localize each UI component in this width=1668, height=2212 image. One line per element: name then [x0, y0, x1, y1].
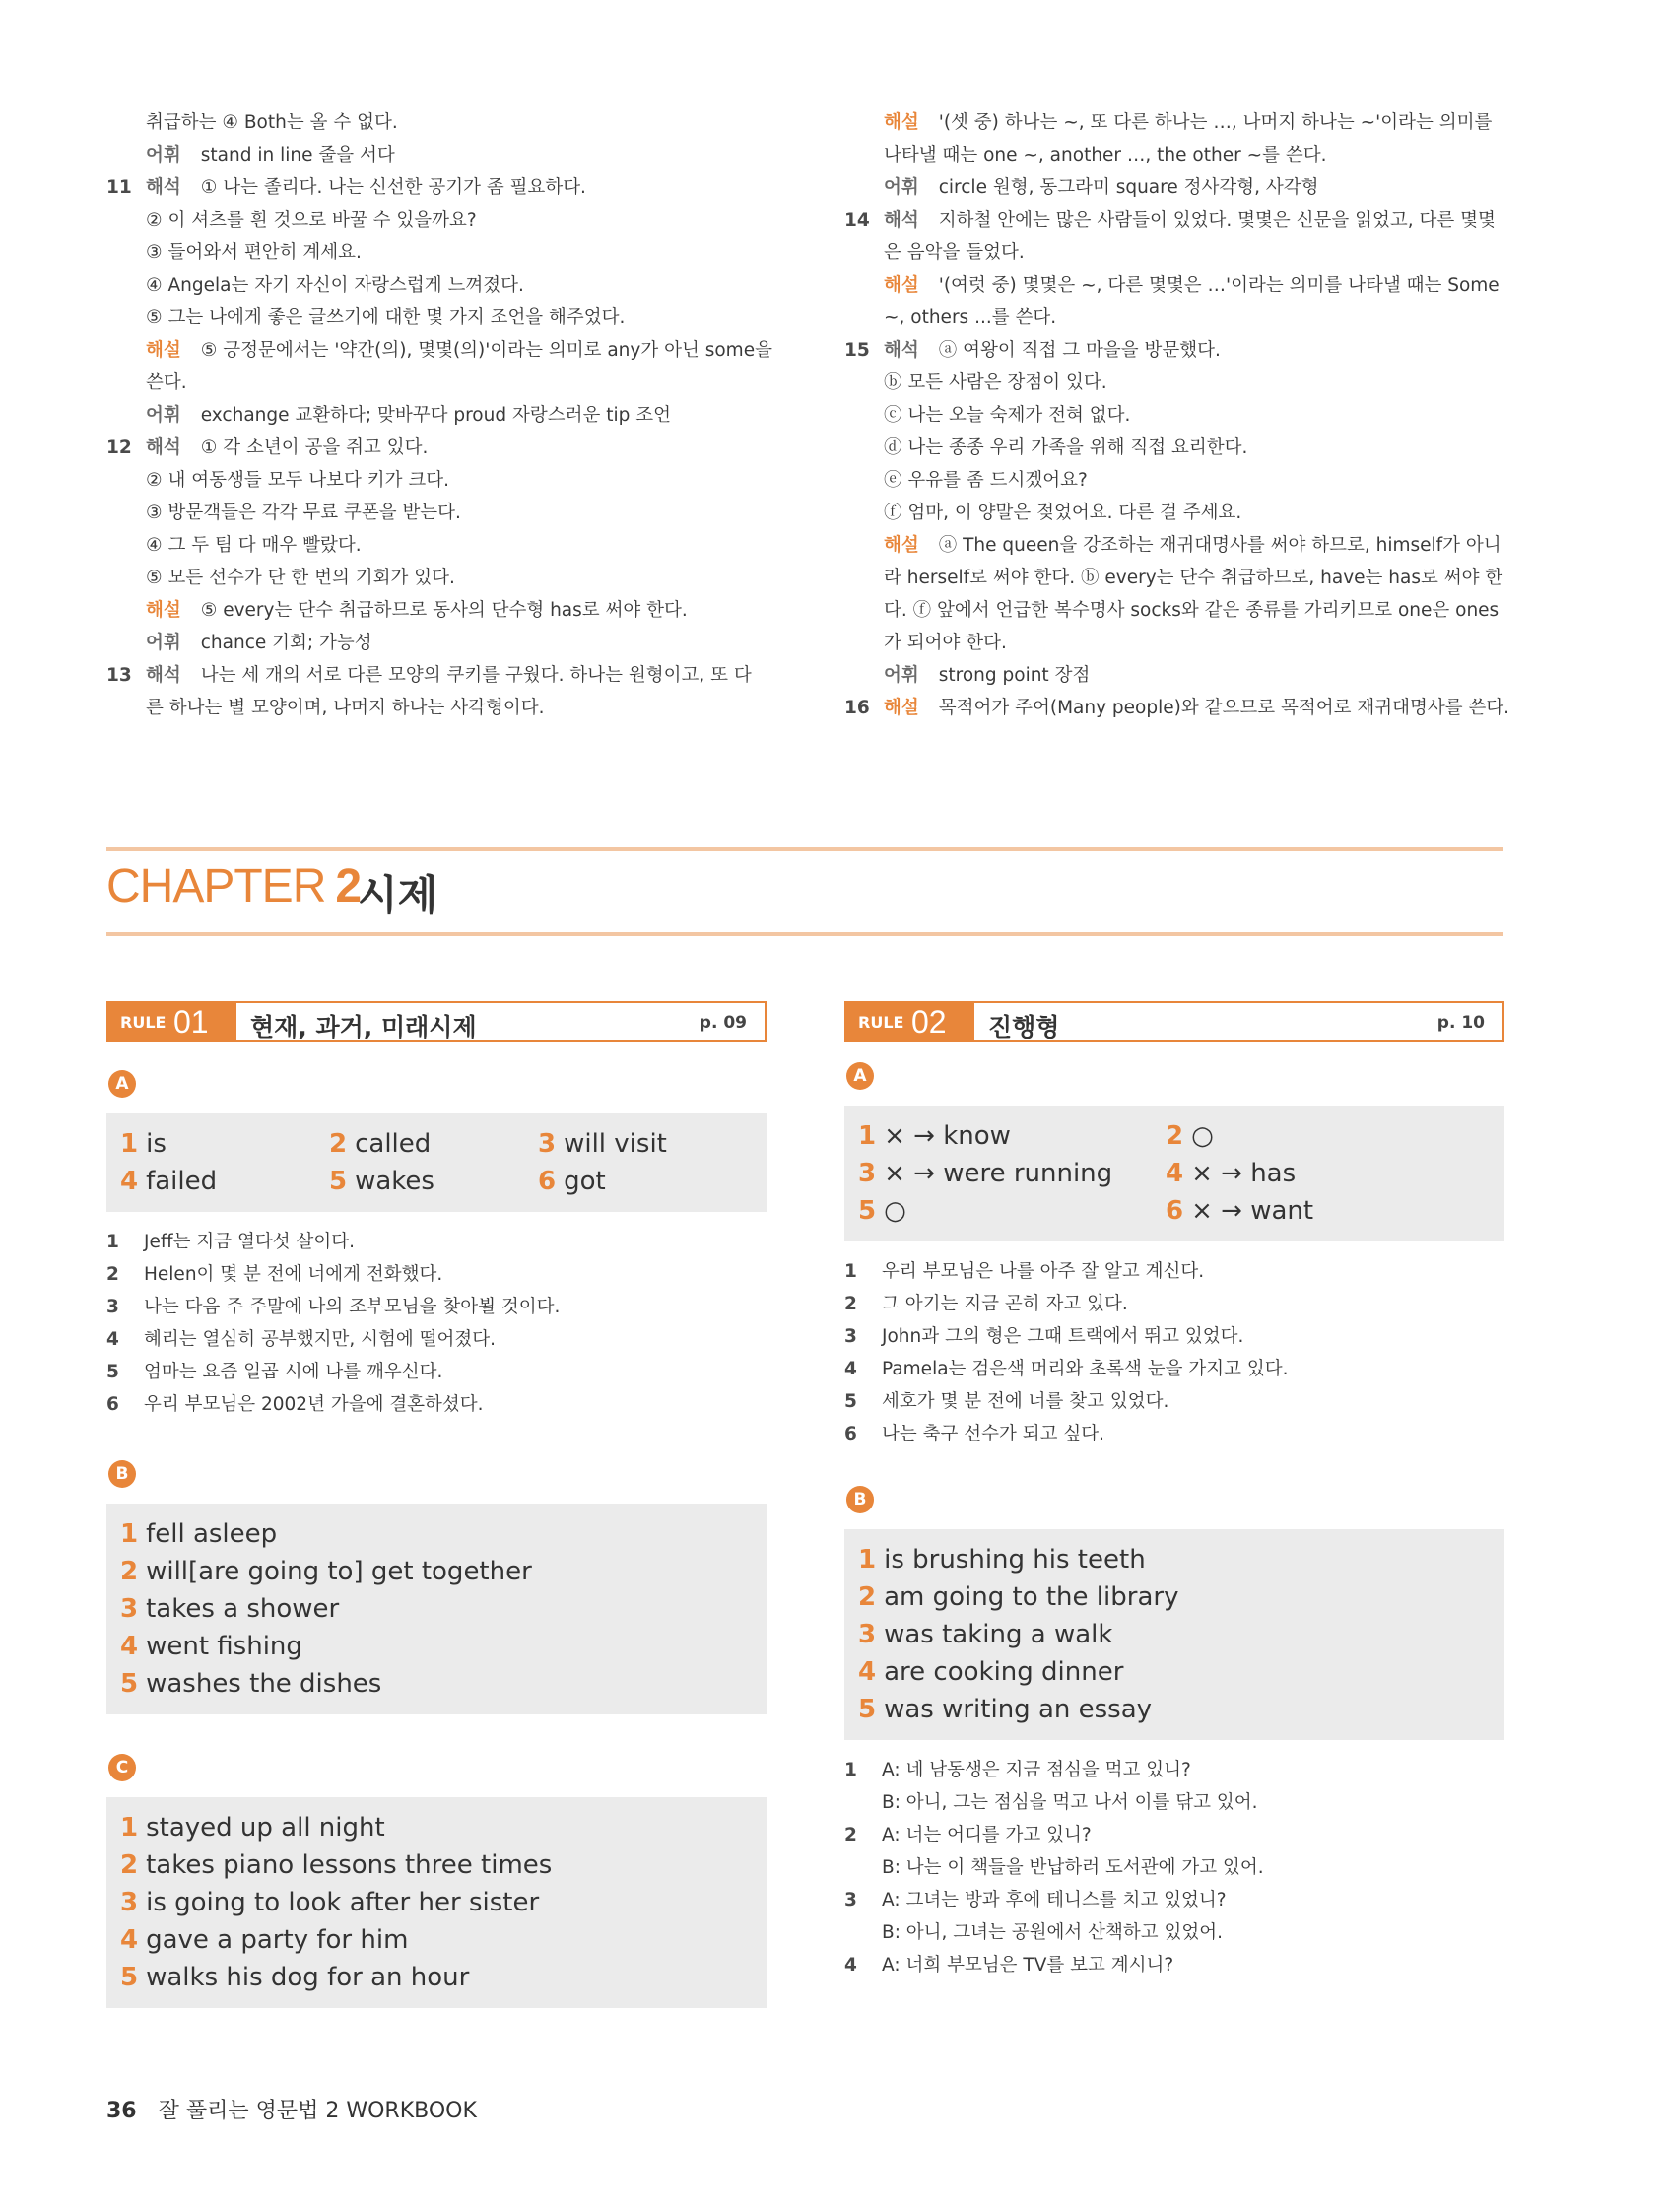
- answer-number: 3: [538, 1129, 557, 1159]
- rule-page-ref: p. 09: [699, 1013, 747, 1033]
- translation-text: A: 그녀는 방과 후에 테니스를 치고 있었니?: [882, 1890, 1227, 1910]
- explanation-line: [844, 334, 1504, 367]
- answer-number: 5: [858, 1196, 877, 1226]
- rule-title: 현재, 과거, 미래시제: [250, 1013, 477, 1041]
- answer-item: [858, 1192, 1166, 1230]
- label-tag: 어휘: [884, 177, 919, 198]
- answer-text: × → know: [884, 1121, 1011, 1151]
- explanation-line: [844, 529, 1504, 562]
- dialogue-line: [844, 1949, 1504, 1981]
- answer-number: 2: [120, 1850, 139, 1880]
- answer-item: [120, 1665, 753, 1703]
- translation-text: Jeff는 지금 열다섯 살이다.: [144, 1232, 355, 1252]
- explanation-text: ② 내 여동생들 모두 나보다 키가 크다.: [146, 470, 449, 491]
- translation-text: 나는 다음 주 주말에 나의 조부모님을 찾아뵐 것이다.: [144, 1297, 561, 1317]
- page-footer: [106, 2094, 477, 2124]
- chapter-heading: [106, 847, 1503, 936]
- label-tag: 해설: [884, 275, 919, 296]
- answer-number: 3: [120, 1594, 139, 1624]
- translation-line: [844, 1353, 1504, 1385]
- page-number: 36: [106, 2099, 137, 2123]
- answer-text: walks his dog for an hour: [146, 1963, 470, 1992]
- explanation-text: ① 각 소년이 공을 쥐고 있다.: [200, 437, 429, 458]
- answer-item: [120, 1921, 753, 1959]
- translation-text: A: 네 남동생은 지금 점심을 먹고 있니?: [882, 1760, 1191, 1780]
- explanation-line: [844, 139, 1504, 171]
- item-number: 12: [106, 437, 132, 458]
- answer-number: 1: [858, 1545, 877, 1575]
- rule-02-header: [844, 1001, 1504, 1042]
- top-left-column: [106, 106, 772, 724]
- label-tag: 해설: [146, 600, 181, 621]
- translation-text: B: 아니, 그녀는 공원에서 산책하고 있었어.: [882, 1922, 1224, 1943]
- explanation-text: ⓒ 나는 오늘 숙제가 전혀 없다.: [884, 405, 1131, 426]
- answer-item: [120, 1553, 753, 1590]
- explanation-line: [844, 464, 1504, 497]
- translations-a: [844, 1255, 1504, 1450]
- answer-text: called: [355, 1129, 432, 1159]
- explanation-line: [106, 302, 767, 334]
- item-number: 5: [844, 1391, 857, 1412]
- answer-item: [858, 1691, 1491, 1728]
- answer-number: 5: [858, 1695, 877, 1724]
- translation-text: A: 너희 부모님은 TV를 보고 계시니?: [882, 1955, 1174, 1976]
- explanation-line: [844, 302, 1504, 334]
- chapter-word: CHAPTER: [106, 860, 326, 912]
- explanation-text: '(셋 중) 하나는 ~, 또 다른 하나는 …, 나머지 하나는 ~'이라는 의미를: [938, 112, 1493, 133]
- item-number: 6: [106, 1394, 119, 1415]
- translation-text: Helen이 몇 분 전에 너에게 전화했다.: [144, 1264, 443, 1285]
- answer-number: 4: [120, 1167, 139, 1196]
- label-tag: 해설: [884, 535, 919, 556]
- rule-02-column: [844, 1001, 1504, 1981]
- answer-text: × → want: [1191, 1196, 1314, 1226]
- rule-title: 진행형: [988, 1013, 1060, 1041]
- explanation-line: [106, 432, 767, 464]
- translation-text: 우리 부모님은 2002년 가을에 결혼하셨다.: [144, 1394, 484, 1415]
- answer-number: 3: [858, 1620, 877, 1649]
- item-number: 13: [106, 665, 132, 686]
- answer-number: 2: [329, 1129, 348, 1159]
- answer-text: was writing an essay: [884, 1695, 1153, 1724]
- answer-number: 2: [1166, 1121, 1184, 1151]
- answer-item: [120, 1809, 753, 1846]
- answer-item: [858, 1653, 1491, 1691]
- translation-line: [106, 1356, 767, 1388]
- answer-item: [858, 1578, 1491, 1616]
- explanation-line: [106, 692, 767, 724]
- answer-number: 4: [1166, 1159, 1184, 1188]
- explanation-line: [106, 497, 767, 529]
- explanation-line: [106, 659, 767, 692]
- explanation-line: [844, 269, 1504, 302]
- explanation-text: 쓴다.: [146, 372, 187, 393]
- answer-item: [858, 1616, 1491, 1653]
- explanation-text: 른 하나는 별 모양이며, 나머지 하나는 사각형이다.: [146, 698, 545, 718]
- explanation-text: ① 나는 졸리다. 나는 신선한 공기가 좀 필요하다.: [200, 177, 586, 198]
- explanation-line: [844, 594, 1504, 627]
- item-number: 1: [106, 1232, 119, 1252]
- item-number: 3: [844, 1326, 857, 1347]
- answer-item: [858, 1117, 1166, 1155]
- rule-tag: [846, 1003, 974, 1040]
- explanation-text: 은 음악을 들었다.: [884, 242, 1025, 263]
- explanation-text: ⓑ 모든 사람은 장점이 있다.: [884, 372, 1107, 393]
- explanation-text: 나타낼 때는 one ~, another …, the other ~를 쓴다.: [884, 145, 1327, 166]
- answer-item: [120, 1125, 329, 1163]
- explanation-text: strong point 장점: [938, 665, 1091, 686]
- label-tag: 어휘: [146, 405, 181, 426]
- explanation-line: [106, 204, 767, 236]
- explanation-line: [106, 627, 767, 659]
- explanation-line: [844, 367, 1504, 399]
- answer-item: [1166, 1155, 1473, 1192]
- answer-item: [1166, 1192, 1473, 1230]
- label-tag: 해설: [884, 698, 919, 718]
- answer-text: are cooking dinner: [884, 1657, 1124, 1687]
- explanation-line: [106, 464, 767, 497]
- explanation-text: ③ 방문객들은 각각 무료 쿠폰을 받는다.: [146, 503, 461, 523]
- explanation-text: ⓐ The queen을 강조하는 재귀대명사를 써야 하므로, himself가 아니: [938, 535, 1501, 556]
- translation-line: [106, 1388, 767, 1421]
- item-number: 4: [844, 1359, 857, 1379]
- answer-number: 1: [120, 1813, 139, 1843]
- answer-number: 3: [120, 1888, 139, 1917]
- answer-item: [120, 1515, 753, 1553]
- answer-number: 1: [120, 1129, 139, 1159]
- explanation-line: [844, 692, 1510, 724]
- answer-box-a: [844, 1106, 1504, 1241]
- translations-a: [106, 1226, 767, 1421]
- explanation-line: [106, 334, 772, 367]
- rule-01-header: [106, 1001, 767, 1042]
- explanation-text: '(여럿 중) 몇몇은 ~, 다른 몇몇은 …'이라는 의미를 나타낼 때는 Some: [938, 275, 1500, 296]
- answer-text: went fishing: [146, 1632, 302, 1661]
- explanation-text: stand in line 줄을 서다: [200, 145, 395, 166]
- translation-line: [106, 1258, 767, 1291]
- translation-text: 혜리는 열심히 공부했지만, 시험에 떨어졌다.: [144, 1329, 496, 1350]
- answer-text: takes piano lessons three times: [146, 1850, 553, 1880]
- explanation-text: exchange 교환하다; 맞바꾸다 proud 자랑스러운 tip 조언: [200, 405, 671, 426]
- translation-text: 우리 부모님은 나를 아주 잘 알고 계신다.: [882, 1261, 1205, 1282]
- answer-text: × → were running: [884, 1159, 1113, 1188]
- dialogue-line: [844, 1884, 1504, 1916]
- explanation-line: [844, 432, 1504, 464]
- translation-text: A: 너는 어디를 가고 있니?: [882, 1825, 1092, 1845]
- answer-text: am going to the library: [884, 1582, 1179, 1612]
- translation-line: [844, 1385, 1504, 1418]
- item-number: 4: [844, 1955, 857, 1976]
- translation-text: 그 아기는 지금 곤히 자고 있다.: [882, 1294, 1128, 1314]
- explanation-text: ⑤ 그는 나에게 좋은 글쓰기에 대한 몇 가지 조언을 해주었다.: [146, 307, 626, 328]
- translation-text: B: 아니, 그는 점심을 먹고 나서 이를 닦고 있어.: [882, 1792, 1258, 1813]
- section-b-badge: B: [846, 1486, 874, 1513]
- explanation-text: 취급하는 ④ Both는 올 수 없다.: [146, 112, 398, 133]
- answer-item: [120, 1628, 753, 1665]
- answer-number: 2: [120, 1557, 139, 1586]
- answer-item: [120, 1884, 753, 1921]
- rule-label: RULE: [120, 1013, 167, 1032]
- explanation-line: [844, 562, 1504, 594]
- answer-number: 6: [1166, 1196, 1184, 1226]
- answer-number: 3: [858, 1159, 877, 1188]
- explanation-text: circle 원형, 동그라미 square 정사각형, 사각형: [938, 177, 1319, 198]
- answer-number: 5: [120, 1669, 139, 1699]
- translation-line: [844, 1255, 1504, 1288]
- answer-number: 1: [858, 1121, 877, 1151]
- answer-text: is brushing his teeth: [884, 1545, 1146, 1575]
- answer-number: 4: [120, 1632, 139, 1661]
- answer-text: takes a shower: [146, 1594, 340, 1624]
- answer-item: [329, 1125, 538, 1163]
- explanation-text: 다. ⓕ 앞에서 언급한 복수명사 socks와 같은 종류를 가리키므로 one은 ones: [884, 600, 1500, 621]
- chapter-number: 2: [335, 860, 362, 912]
- item-number: 15: [844, 340, 870, 361]
- answer-text: × → has: [1191, 1159, 1297, 1188]
- translation-line: [106, 1291, 767, 1323]
- explanation-line: [106, 399, 767, 432]
- section-a-badge: A: [108, 1070, 136, 1098]
- dialogue-line: [844, 1819, 1504, 1851]
- chapter-label: [106, 859, 361, 913]
- answer-box-c: [106, 1797, 767, 2008]
- item-number: 4: [106, 1329, 119, 1350]
- explanation-text: ⑤ every는 단수 취급하므로 동사의 단수형 has로 써야 한다.: [200, 600, 688, 621]
- label-tag: 해설: [146, 340, 181, 361]
- answer-item: [858, 1155, 1166, 1192]
- label-tag: 해석: [146, 177, 181, 198]
- explanation-line: [106, 594, 767, 627]
- answer-item: [120, 1846, 753, 1884]
- item-number: 2: [844, 1825, 857, 1845]
- explanation-line: [844, 399, 1504, 432]
- answer-item: [538, 1163, 747, 1200]
- answer-number: 1: [120, 1519, 139, 1549]
- book-title: 잘 풀리는 영문법 2 WORKBOOK: [158, 2099, 477, 2123]
- dialogue-line: [844, 1916, 1504, 1949]
- label-tag: 해석: [146, 665, 181, 686]
- explanation-text: ⓔ 우유를 좀 드시겠어요?: [884, 470, 1088, 491]
- explanation-line: [844, 204, 1504, 236]
- label-tag: 해석: [884, 340, 919, 361]
- answer-item: [120, 1163, 329, 1200]
- explanation-line: [106, 236, 767, 269]
- explanation-text: 목적어가 주어(Many people)와 같으므로 목적어로 재귀대명사를 쓴다.: [938, 698, 1510, 718]
- rule-label: RULE: [858, 1013, 904, 1032]
- translation-line: [844, 1288, 1504, 1320]
- answer-item: [858, 1541, 1491, 1578]
- answer-text: failed: [146, 1167, 218, 1196]
- explanation-text: ⓐ 여왕이 직접 그 마을을 방문했다.: [938, 340, 1221, 361]
- top-right-column: [844, 106, 1510, 724]
- answer-box-a: [106, 1113, 767, 1212]
- explanation-text: 지하철 안에는 많은 사람들이 있었다. 몇몇은 신문을 읽었고, 다른 몇몇: [938, 210, 1496, 231]
- item-number: 6: [844, 1424, 857, 1444]
- answer-text: fell asleep: [146, 1519, 278, 1549]
- explanation-text: ⑤ 모든 선수가 단 한 번의 기회가 있다.: [146, 568, 455, 588]
- answer-text: ○: [884, 1196, 906, 1226]
- translation-text: Pamela는 검은색 머리와 초록색 눈을 가지고 있다.: [882, 1359, 1289, 1379]
- translation-line: [844, 1418, 1504, 1450]
- rule-number: 02: [911, 1004, 947, 1039]
- explanation-line: [106, 171, 767, 204]
- explanation-line: [844, 659, 1504, 692]
- explanation-text: ④ 그 두 팀 다 매우 빨랐다.: [146, 535, 362, 556]
- dialogue-line: [844, 1851, 1504, 1884]
- answer-text: is: [146, 1129, 167, 1159]
- translation-line: [106, 1323, 767, 1356]
- explanation-text: ⓓ 나는 종종 우리 가족을 위해 직접 요리한다.: [884, 437, 1248, 458]
- explanation-text: ② 이 셔츠를 흰 것으로 바꿀 수 있을까요?: [146, 210, 477, 231]
- translation-line: [844, 1320, 1504, 1353]
- section-b-badge: B: [108, 1460, 136, 1488]
- answer-text: will visit: [564, 1129, 667, 1159]
- item-number: 1: [844, 1760, 857, 1780]
- explanation-line: [844, 236, 1504, 269]
- label-tag: 해석: [146, 437, 181, 458]
- answer-text: washes the dishes: [146, 1669, 382, 1699]
- answer-text: wakes: [355, 1167, 434, 1196]
- answer-item: [1166, 1117, 1473, 1155]
- answer-text: is going to look after her sister: [146, 1888, 540, 1917]
- explanation-text: ④ Angela는 자기 자신이 자랑스럽게 느껴졌다.: [146, 275, 524, 296]
- item-number: 14: [844, 210, 870, 231]
- answer-number: 4: [120, 1925, 139, 1955]
- item-number: 2: [106, 1264, 119, 1285]
- section-a-badge: A: [846, 1062, 874, 1090]
- label-tag: 어휘: [146, 145, 181, 166]
- dialogues-b: [844, 1754, 1504, 1981]
- answer-item: [120, 1959, 753, 1996]
- answer-item: [120, 1590, 753, 1628]
- explanation-line: [844, 497, 1504, 529]
- answer-box-b: [844, 1529, 1504, 1740]
- explanation-line: [106, 562, 767, 594]
- section-c-badge: C: [108, 1754, 136, 1781]
- translation-text: 세호가 몇 분 전에 너를 찾고 있었다.: [882, 1391, 1169, 1412]
- explanation-line: [844, 627, 1504, 659]
- label-tag: 해설: [884, 112, 919, 133]
- explanation-line: [844, 171, 1504, 204]
- explanation-line: [106, 367, 767, 399]
- explanation-text: ⑤ 긍정문에서는 '약간(의), 몇몇(의)'이라는 의미로 any가 아닌 some을: [200, 340, 772, 361]
- answer-text: was taking a walk: [884, 1620, 1113, 1649]
- explanation-line: [106, 529, 767, 562]
- answer-number: 5: [329, 1167, 348, 1196]
- label-tag: 해석: [884, 210, 919, 231]
- answer-number: 6: [538, 1167, 557, 1196]
- rule-page-ref: p. 10: [1436, 1013, 1485, 1033]
- item-number: 3: [106, 1297, 119, 1317]
- explanation-text: ~, others ...를 쓴다.: [884, 307, 1057, 328]
- answer-item: [329, 1163, 538, 1200]
- answer-text: ○: [1191, 1121, 1214, 1151]
- explanation-line: [844, 106, 1504, 139]
- explanation-text: 라 herself로 써야 한다. ⓑ every는 단수 취급하므로, have는 has로 써야 한: [884, 568, 1503, 588]
- dialogue-line: [844, 1754, 1504, 1786]
- answer-text: will[are going to] get together: [146, 1557, 532, 1586]
- explanation-text: ⓕ 엄마, 이 양말은 젖었어요. 다른 걸 주세요.: [884, 503, 1242, 523]
- item-number: 16: [844, 698, 870, 718]
- explanation-line: [106, 139, 767, 171]
- item-number: 5: [106, 1362, 119, 1382]
- answer-item: [538, 1125, 747, 1163]
- explanation-text: chance 기회; 가능성: [200, 633, 372, 653]
- item-number: 3: [844, 1890, 857, 1910]
- answer-text: gave a party for him: [146, 1925, 409, 1955]
- translation-text: B: 나는 이 책들을 반납하러 도서관에 가고 있어.: [882, 1857, 1264, 1878]
- translation-line: [106, 1226, 767, 1258]
- answer-text: got: [564, 1167, 606, 1196]
- answer-number: 4: [858, 1657, 877, 1687]
- explanation-text: ③ 들어와서 편안히 계세요.: [146, 242, 362, 263]
- item-number: 1: [844, 1261, 857, 1282]
- explanation-text: 가 되어야 한다.: [884, 633, 1007, 653]
- explanation-line: [106, 269, 767, 302]
- rule-number: 01: [173, 1004, 209, 1039]
- answer-text: stayed up all night: [146, 1813, 385, 1843]
- rule-01-column: [106, 1001, 767, 2008]
- explanation-line: [106, 106, 767, 139]
- translation-text: John과 그의 형은 그때 트랙에서 뛰고 있었다.: [882, 1326, 1244, 1347]
- item-number: 2: [844, 1294, 857, 1314]
- chapter-title: 시제: [358, 871, 438, 919]
- translation-text: 엄마는 요즘 일곱 시에 나를 깨우신다.: [144, 1362, 443, 1382]
- label-tag: 어휘: [884, 665, 919, 686]
- answer-number: 2: [858, 1582, 877, 1612]
- rule-tag: [108, 1003, 236, 1040]
- explanation-text: 나는 세 개의 서로 다른 모양의 쿠키를 구웠다. 하나는 원형이고, 또 다: [200, 665, 752, 686]
- answer-number: 5: [120, 1963, 139, 1992]
- label-tag: 어휘: [146, 633, 181, 653]
- item-number: 11: [106, 177, 132, 198]
- translation-text: 나는 축구 선수가 되고 싶다.: [882, 1424, 1104, 1444]
- answer-box-b: [106, 1504, 767, 1714]
- dialogue-line: [844, 1786, 1504, 1819]
